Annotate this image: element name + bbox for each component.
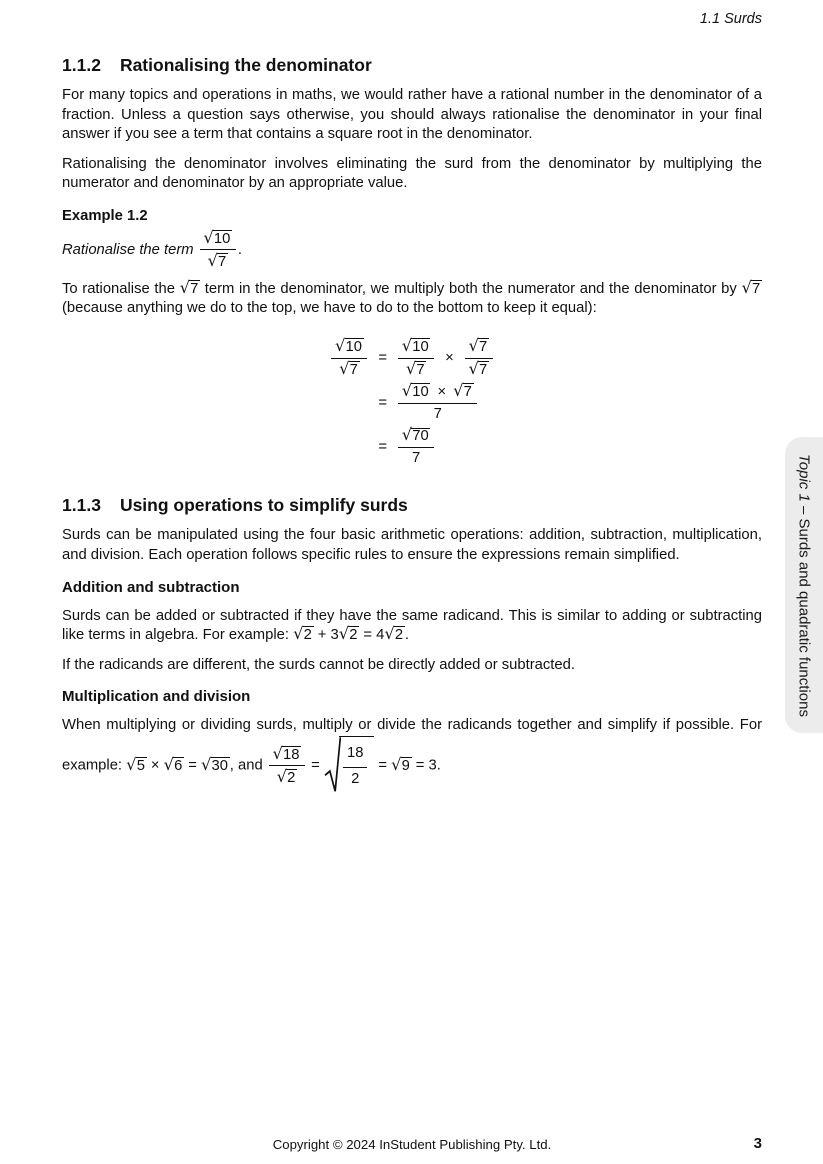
times-sign: ×	[437, 383, 447, 400]
paragraph: Surds can be manipulated using the four basic arithmetic operations: addition, subtraction, multiplication, and division. Each operation follows specific rules to ensure the expressions remain simplified.	[62, 527, 762, 563]
example-prompt	[62, 227, 762, 271]
fraction: √ 18 √ 2	[269, 746, 305, 786]
page-footer	[62, 1136, 762, 1153]
addition-paragraph: Surds can be added or subtracted if they have the same radicand. This is similar to adding or subtracting like terms in algebra. For example: √ 2 + 3 √ 2 = 4 √ 2 .	[62, 607, 762, 644]
sqrt: √ 2	[338, 624, 358, 644]
page-number: 3	[753, 1135, 762, 1152]
prompt-text: Rationalise the term	[62, 241, 194, 258]
topic-tab-label: Topic 1 – Surds and quadratic functions	[795, 453, 813, 717]
section-heading-1-1-3	[62, 495, 762, 516]
times-sign: ×	[445, 350, 454, 367]
period: .	[237, 241, 242, 258]
fraction: √ 7 √ 7	[465, 338, 493, 378]
equals-sign: =	[378, 438, 388, 455]
radical-sign-icon: √	[741, 277, 752, 297]
equation-block	[329, 333, 494, 471]
sqrt: √ 7	[207, 251, 227, 271]
radical-sign-icon: √	[468, 359, 479, 379]
paragraph: If the radicands are different, the surds cannot be directly added or subtracted.	[62, 656, 575, 673]
sqrt: √ 9	[391, 754, 410, 774]
radical-sign-icon: √	[201, 754, 212, 774]
subheading-multiplication: Multiplication and division	[62, 688, 251, 706]
radical-sign-icon: √	[163, 754, 174, 774]
sqrt: √ 10	[203, 227, 231, 247]
radical-sign-icon: √	[338, 624, 350, 644]
radical-sign-icon: √	[293, 624, 304, 644]
radical-sign-icon: √	[401, 425, 413, 445]
big-sqrt	[324, 736, 374, 796]
fraction: √ 10 √ 7	[331, 338, 367, 378]
sqrt: √ 7	[179, 277, 199, 297]
paragraph: For many topics and operations in maths, we would rather have a rational number in the denominator of a fraction. Unless a question says otherwise, you should always rationalise the denominator in your final answer if you see a term that contains a square root in the denominator.	[62, 87, 762, 143]
section-title: Using operations to simplify surds	[119, 495, 408, 516]
fraction	[200, 227, 236, 271]
paragraph: To rationalise the √ 7 term in the denominator, we multiply both the numerator and the denominator by √ 7 (because anything we do to the top, we have to do to the bottom to keep it equal):	[62, 277, 761, 317]
radical-sign-icon: √	[468, 336, 479, 356]
radical-sign-icon: √	[207, 251, 218, 271]
times-sign: ×	[150, 757, 160, 774]
equals-sign: =	[311, 757, 320, 774]
radical-sign-icon: √	[384, 624, 395, 644]
radical-sign-icon: √	[405, 359, 417, 379]
radical-sign-icon: √	[401, 380, 413, 400]
paragraph: Rationalising the denominator involves eliminating the surd from the denominator by multiplying the numerator and denominator by an appropriate value.	[62, 155, 762, 192]
section-title: Rationalising the denominator	[119, 55, 372, 75]
subheading-addition: Addition and subtraction	[62, 578, 240, 596]
equation-row-1	[329, 338, 494, 378]
topic-side-tab	[785, 437, 823, 733]
equals-sign: =	[378, 394, 388, 411]
radical-sign-icon	[324, 736, 341, 796]
running-header: 1.1 Surds	[699, 11, 762, 27]
equals-sign: =	[378, 350, 388, 367]
radical-sign-icon: √	[453, 380, 464, 400]
page-content	[62, 0, 762, 795]
section-heading-1-1-2	[62, 55, 762, 76]
equation-row-3	[329, 427, 494, 466]
copyright-text: Copyright © 2024 InStudent Publishing Pty. Ltd.	[272, 1137, 552, 1152]
sqrt: √ 30	[201, 754, 228, 774]
radical-sign-icon: √	[334, 336, 346, 356]
radical-sign-icon: √	[126, 754, 137, 774]
radical-sign-icon: √	[276, 766, 287, 786]
section-number: 1.1.3	[62, 495, 101, 516]
radical-sign-icon: √	[401, 336, 413, 356]
radical-sign-icon: √	[179, 277, 190, 297]
sqrt: √ 6	[163, 754, 183, 774]
radical-sign-icon: √	[203, 227, 214, 247]
fraction: √ 10 × √ 7 7	[398, 383, 477, 422]
equation-row-2	[329, 380, 494, 423]
fraction: √ 70 7	[398, 427, 434, 466]
denominator	[208, 250, 229, 269]
multiplication-paragraph: When multiplying or dividing surds, multiply or divide the radicands together and simplify if possible. For example: √ 5 × √ 6 = √ 30 , and √ 18 √ 2 = $\frac{18}{2}$ = √ 9 = 3.	[62, 716, 762, 795]
equals-sign: =	[378, 757, 387, 774]
example-label: Example 1.2	[62, 207, 148, 224]
equals-sign: =	[188, 757, 197, 774]
sqrt: √ 7	[741, 277, 761, 297]
radical-sign-icon: √	[272, 743, 283, 763]
sqrt: √ 2	[384, 624, 404, 644]
sqrt: √ 2	[293, 624, 312, 644]
radical-sign-icon: √	[339, 359, 350, 379]
radical-sign-icon: √	[391, 754, 402, 774]
sqrt: √ 5	[126, 754, 145, 774]
fraction: √ 10 √ 7	[398, 338, 434, 378]
numerator	[200, 227, 236, 250]
fraction: $\frac{18}{2}$	[343, 744, 367, 790]
section-number: 1.1.2	[62, 55, 101, 75]
